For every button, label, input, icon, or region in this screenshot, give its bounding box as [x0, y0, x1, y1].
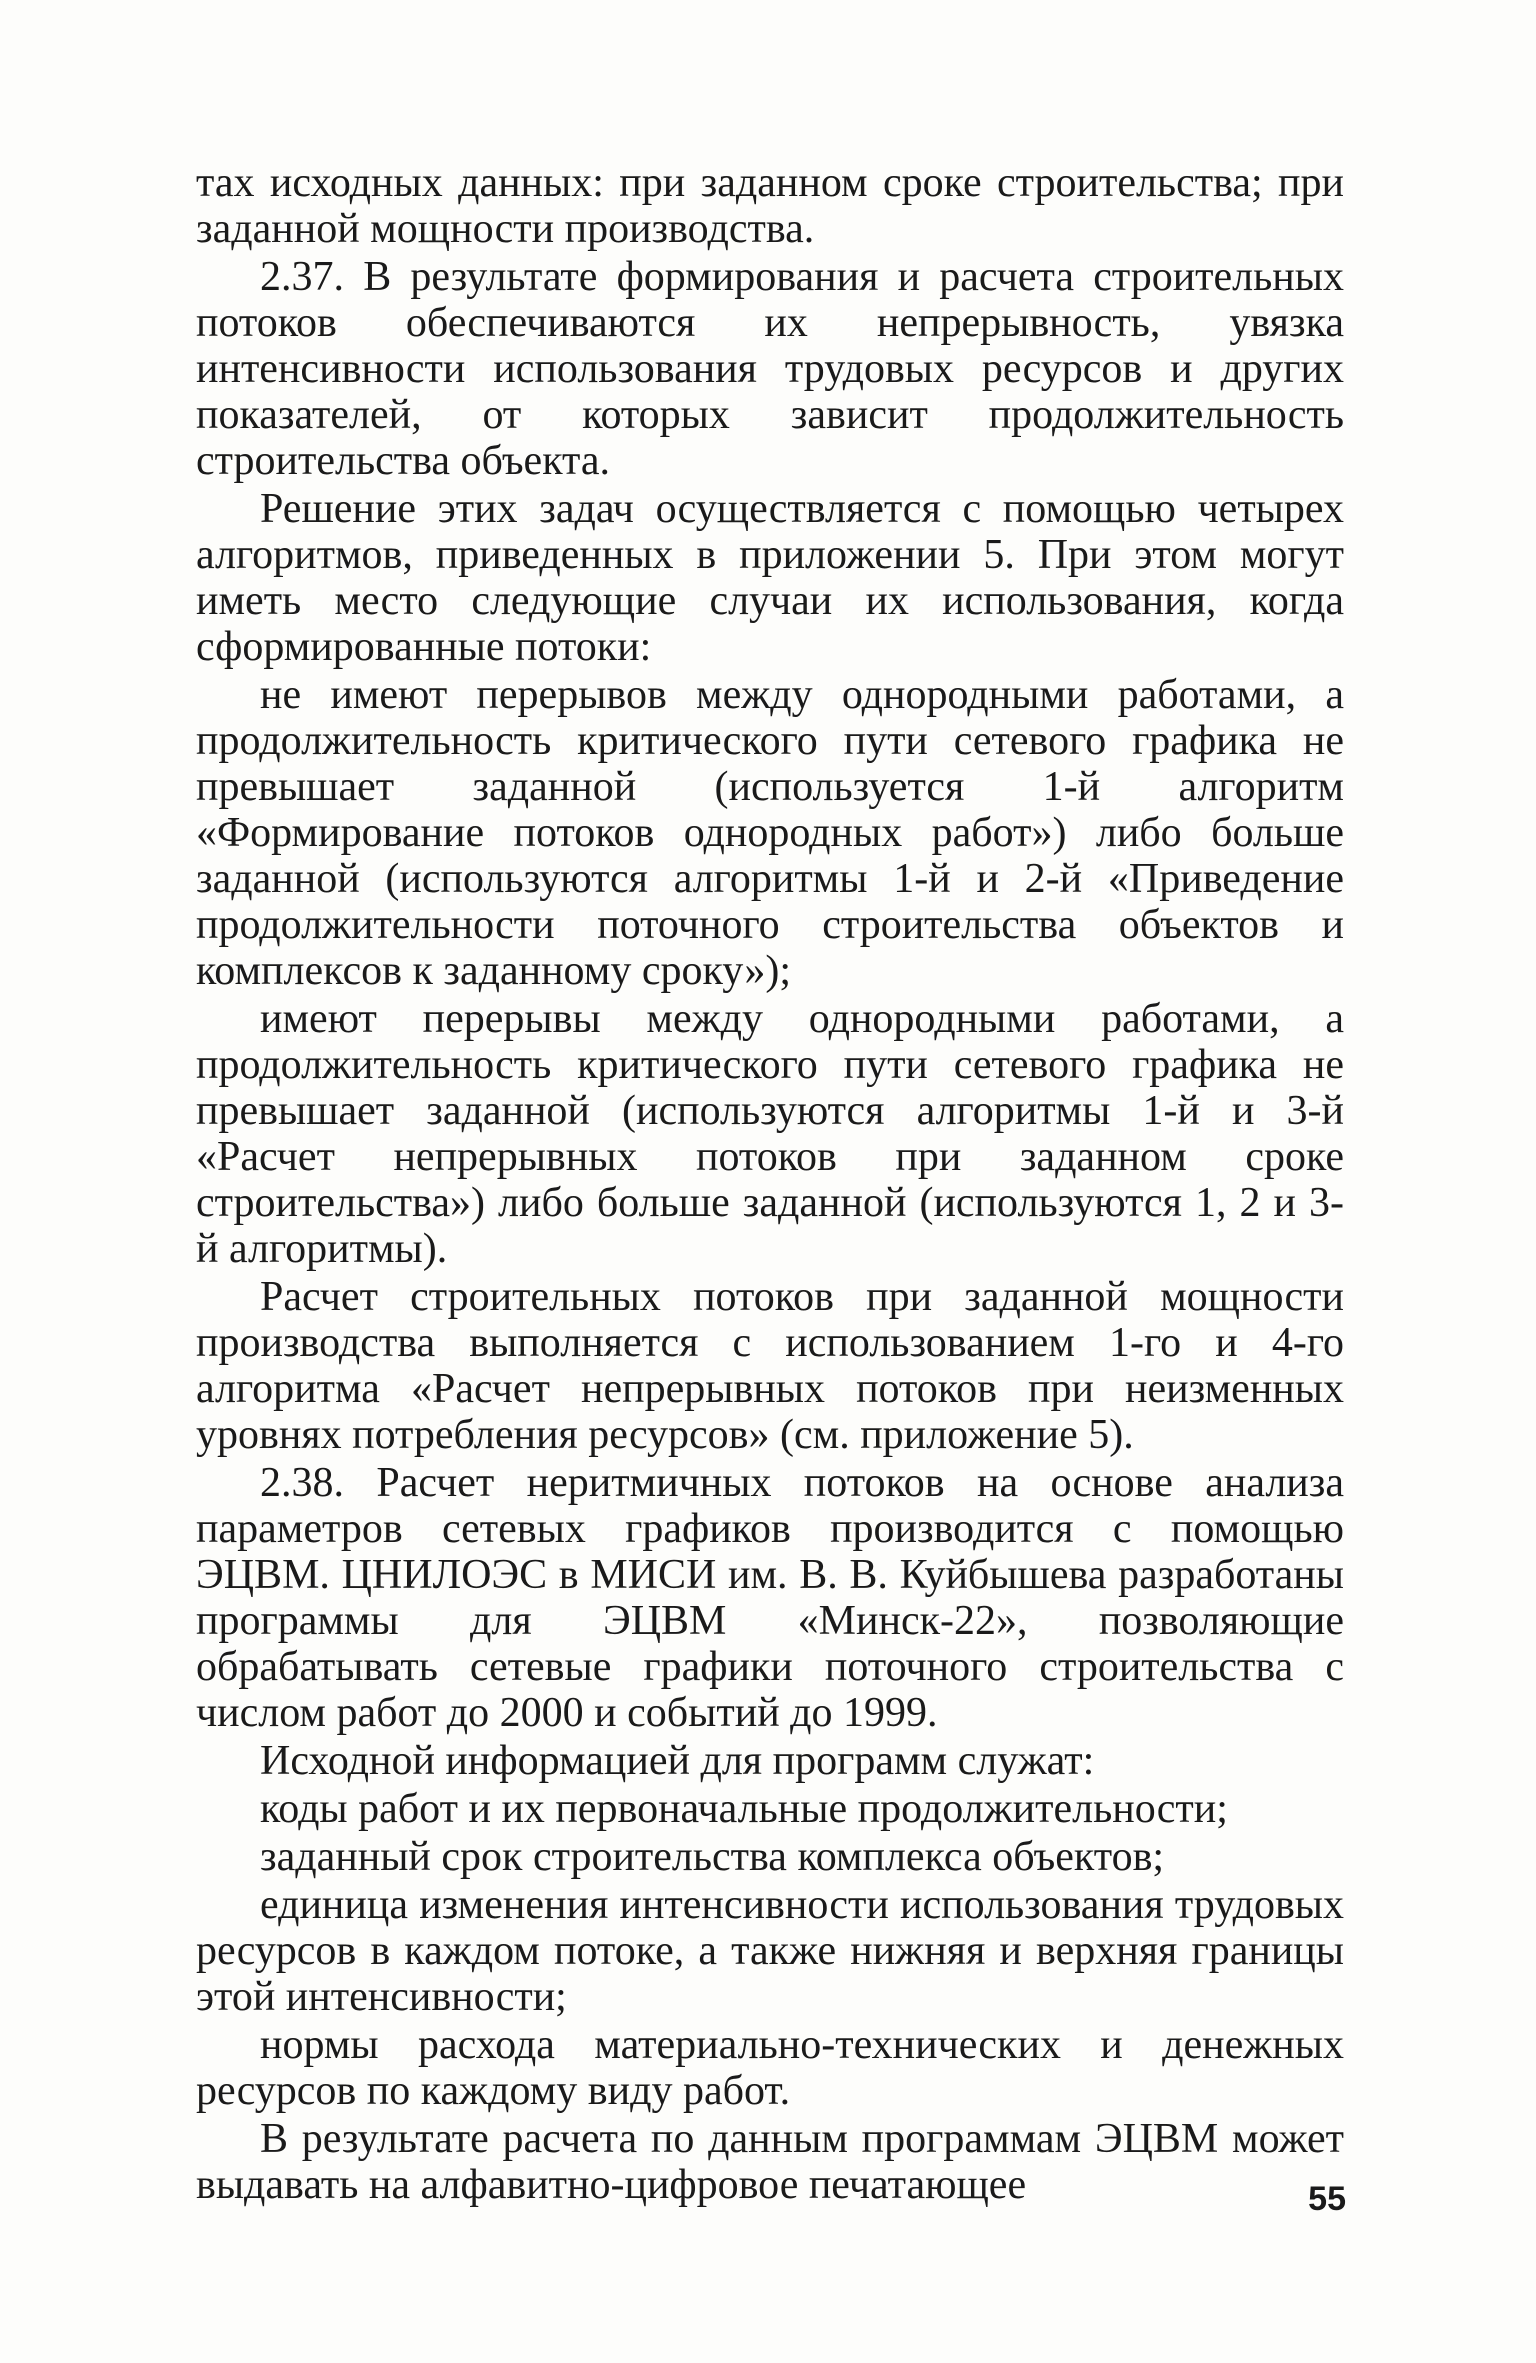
paragraph-input-info: Исходной информацией для программ служат:: [260, 1738, 1095, 1784]
paragraph-case-no-breaks: не имеют перерывов между однородными работами, а продолжительность критического пути сетевого графика не превышает заданной (используется 1-й алгоритм «Формирование потоков однородных работ») либо больше заданной (используются алгоритмы 1-й и 2-й «Приведение продолжительности поточного строительства объектов и комплексов к заданному сроку»);: [196, 672, 1344, 994]
list-item-resource-norms: нормы расхода материально-технических и денежных ресурсов по каждому виду работ.: [196, 2022, 1344, 2114]
paragraph-capacity-calculation: Расчет строительных потоков при заданной мощности производства выполняется с использованием 1-го и 4-го алгоритма «Расчет непрерывных потоков при неизменных уровнях потребления ресурсов» (см. приложение 5).: [196, 1274, 1344, 1458]
body-text: [196, 160, 1344, 2208]
list-item-work-codes: коды работ и их первоначальные продолжительности;: [260, 1786, 1228, 1832]
paragraph-output: В результате расчета по данным программам ЭЦВМ может выдавать на алфавитно-цифровое печатающее: [196, 2116, 1344, 2208]
paragraph-section-2-38: 2.38. Расчет неритмичных потоков на основе анализа параметров сетевых графиков производится с помощью ЭЦВМ. ЦНИЛОЭС в МИСИ им. В. В. Куйбышева разработаны программы для ЭЦВМ «Минск-22», позволяющие обрабатывать сетевые графики поточного строительства с числом работ до 2000 и событий до 1999.: [196, 1460, 1344, 1736]
list-item-deadline: заданный срок строительства комплекса объектов;: [260, 1834, 1165, 1880]
paragraph-case-with-breaks: имеют перерывы между однородными работами, а продолжительность критического пути сетевого графика не превышает заданной (используются алгоритмы 1-й и 3-й «Расчет непрерывных потоков при заданном сроке строительства») либо больше заданной (используются 1, 2 и 3-й алгоритмы).: [196, 996, 1344, 1272]
paragraph-algorithms-intro: Решение этих задач осуществляется с помощью четырех алгоритмов, приведенных в приложении 5. При этом могут иметь место следующие случаи их использования, когда сформированные потоки:: [196, 486, 1344, 670]
paragraph-continued: тах исходных данных: при заданном сроке строительства; при заданной мощности производства.: [196, 160, 1344, 252]
page-number: 55: [1308, 2180, 1346, 2218]
list-item-intensity: единица изменения интенсивности использования трудовых ресурсов в каждом потоке, а также нижняя и верхняя границы этой интенсивности;: [196, 1882, 1344, 2020]
paragraph-section-2-37: 2.37. В результате формирования и расчета строительных потоков обеспечиваются их непрерывность, увязка интенсивности использования трудовых ресурсов и других показателей, от которых зависит продолжительность строительства объекта.: [196, 254, 1344, 484]
